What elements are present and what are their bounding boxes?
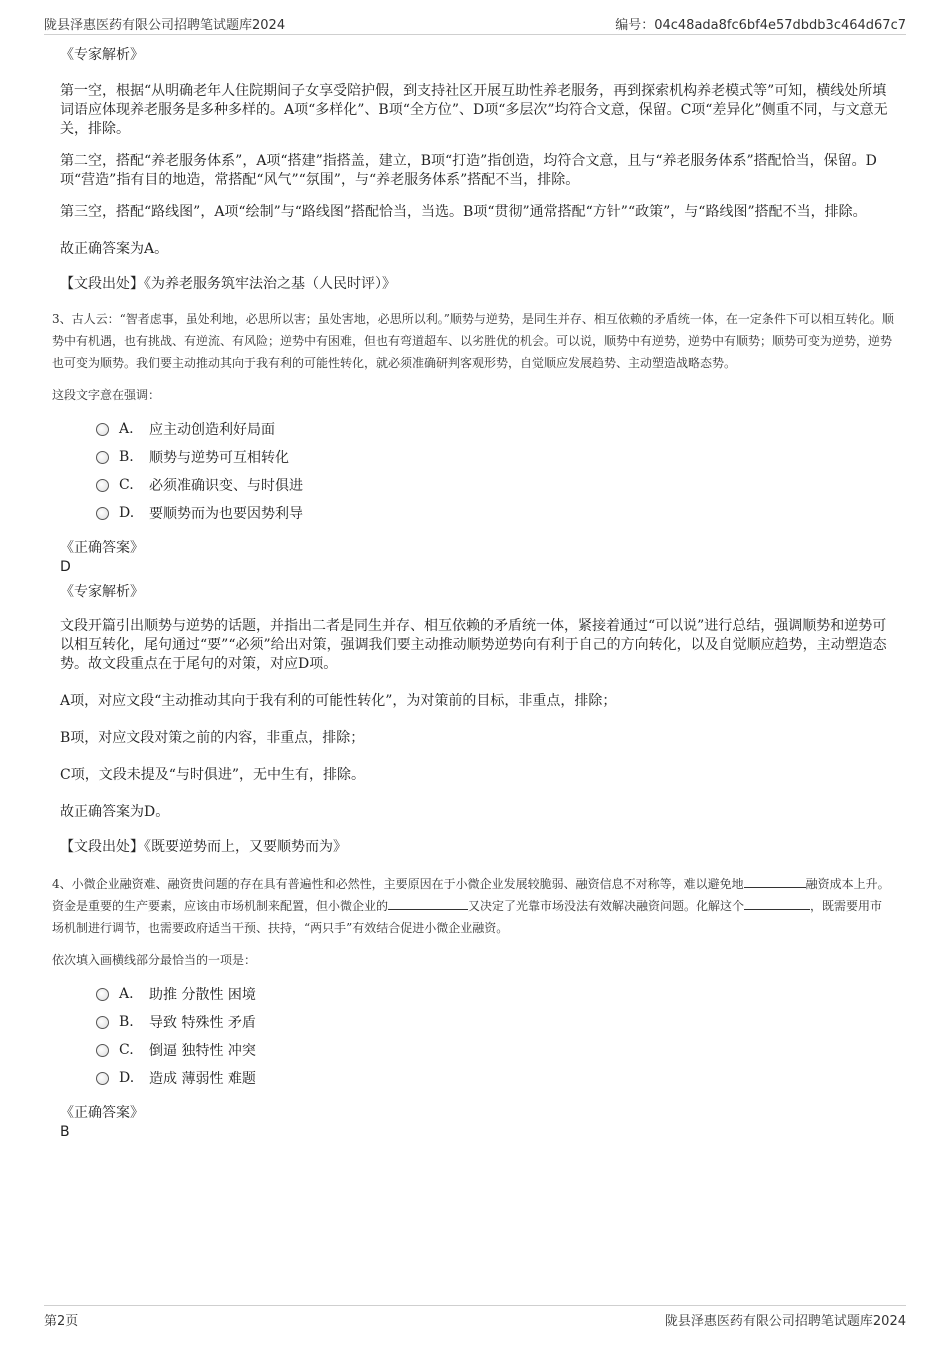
question-4-prompt: 依次填入画横线部分最恰当的一项是：: [52, 953, 257, 967]
prev-paragraph-2: 第二空，搭配“养老服务体系”，A项“搭建”指搭盖，建立，B项“打造”指创造，均符合文意，且与“养老服务体系”搭配恰当，保留。D项“营造”指有目的地造，常搭配“风气”“氛围”，与“养老服务体系”搭配不当，排除。: [60, 153, 877, 188]
radio-icon[interactable]: [96, 423, 109, 436]
option-text: 要顺势而为也要因势利导: [149, 506, 303, 522]
prev-paragraph-3: 第三空，搭配“路线图”，A项“绘制”与“路线图”搭配恰当，当选。B项“贯彻”通常搭配“方针”“政策”，与“路线图”搭配不当，排除。: [60, 204, 867, 220]
question-3-prompt: 这段文字意在强调：: [52, 388, 161, 402]
option-letter: D.: [119, 505, 135, 521]
q3-conclusion: 故正确答案为D。: [60, 804, 170, 820]
header-title: 陇县泽惠医药有限公司招聘笔试题库2024: [44, 18, 286, 33]
q4-text-part-4: ，既需要用市场机制进行调节，也需要政府适当干预、扶持，“两只手”有效结合促进小微企业融资。: [52, 899, 883, 935]
prev-analysis-label: 《专家解析》: [60, 47, 144, 63]
prev-conclusion: 故正确答案为A。: [60, 241, 169, 257]
header-code: 编号：04c48ada8fc6bf4e57dbdb3c464d67c7: [615, 18, 906, 33]
radio-icon[interactable]: [96, 1016, 109, 1029]
radio-icon[interactable]: [96, 1044, 109, 1057]
option-letter: C.: [119, 1042, 134, 1058]
radio-icon[interactable]: [96, 988, 109, 1001]
page-content: [52, 44, 894, 1146]
q3-option-b[interactable]: [96, 443, 894, 471]
option-letter: B.: [119, 1014, 134, 1030]
option-text: 倒逼 独特性 冲突: [149, 1043, 256, 1059]
page-number: 第2页: [44, 1314, 79, 1329]
radio-icon[interactable]: [96, 1072, 109, 1085]
page-header: [44, 14, 906, 35]
q3-analysis-4: C项，文段未提及“与时俱进”，无中生有，排除。: [60, 767, 366, 783]
q4-option-b[interactable]: [96, 1008, 894, 1036]
q4-blank-2: [388, 897, 468, 910]
option-text: 应主动创造利好局面: [149, 422, 275, 438]
option-text: 造成 薄弱性 难题: [149, 1071, 256, 1087]
q3-option-c[interactable]: [96, 471, 894, 499]
q4-blank-3: [744, 897, 810, 910]
q3-answer-label: 《正确答案》: [60, 540, 144, 556]
q3-answer: D: [60, 559, 71, 575]
radio-icon[interactable]: [96, 451, 109, 464]
q4-option-c[interactable]: [96, 1036, 894, 1064]
q3-source: 【文段出处】《既要逆势而上，又要顺势而为》: [60, 839, 347, 855]
option-text: 顺势与逆势可互相转化: [149, 450, 289, 466]
radio-icon[interactable]: [96, 507, 109, 520]
option-letter: C.: [119, 477, 134, 493]
q4-answer-label: 《正确答案》: [60, 1105, 144, 1121]
option-letter: A.: [119, 986, 134, 1002]
q3-analysis-1: 文段开篇引出顺势与逆势的话题，并指出二者是同生并存、相互依赖的矛盾统一体，紧接着通过“可以说”进行总结，强调顺势和逆势可以相互转化，尾句通过“要”“必须”给出对策，强调我们要主动推动顺势逆势向有利于自己的方向转化，以及自觉顺应趋势，主动塑造态势。故文段重点在于尾句的对策，对应D项。: [60, 618, 887, 672]
q4-answer: B: [60, 1124, 70, 1140]
footer-title: 陇县泽惠医药有限公司招聘笔试题库2024: [664, 1314, 906, 1329]
q3-option-d[interactable]: [96, 499, 894, 527]
question-3-options: [96, 415, 894, 527]
q4-text-part-3: 又决定了光靠市场没法有效解决融资问题。化解这个: [468, 899, 745, 913]
q4-text-part-1: 4、小微企业融资难、融资贵问题的存在具有普遍性和必然性，主要原因在于小微企业发展较脆弱、融资信息不对称等，难以避免地: [52, 877, 744, 891]
prev-paragraph-1: 第一空，根据“从明确老年人住院期间子女享受陪护假，到支持社区开展互助性养老服务，再到探索机构养老模式等”可知，横线处所填词语应体现养老服务是多种多样的。A项“多样化”、B项“全方位”、D项“多层次”均符合文意，保留。C项“差异化”侧重不同，与文意无关，排除。: [60, 83, 888, 137]
q3-analysis-3: B项，对应文段对策之前的内容，非重点，排除；: [60, 730, 365, 746]
q3-analysis-label: 《专家解析》: [60, 584, 144, 600]
option-text: 必须准确识变、与时俱进: [149, 478, 303, 494]
question-3-text: 3、古人云：“智者虑事，虽处利地，必思所以害；虽处害地，必思所以利。”顺势与逆势，是同生并存、相互依赖的矛盾统一体，在一定条件下可以相互转化。顺势中有机遇，也有挑战、有逆流、有风险；逆势中有困难，但也有弯道超车、以劣胜优的机会。可以说，顺势中有逆势，逆势中有顺势；顺势可变为逆势，逆势也可变为顺势。我们要主动推动其向于我有利的可能性转化，就必须准确研判客观形势，自觉顺应发展趋势、主动塑造战略态势。: [52, 312, 894, 370]
option-letter: D.: [119, 1070, 135, 1086]
option-text: 导致 特殊性 矛盾: [149, 1015, 256, 1031]
option-text: 助推 分散性 困境: [149, 987, 256, 1003]
q4-option-a[interactable]: [96, 980, 894, 1008]
question-4-options: [96, 980, 894, 1092]
radio-icon[interactable]: [96, 479, 109, 492]
prev-source: 【文段出处】《为养老服务筑牢法治之基（人民时评）》: [60, 276, 396, 292]
option-letter: A.: [119, 421, 134, 437]
question-4-text: [52, 873, 894, 939]
q4-option-d[interactable]: [96, 1064, 894, 1092]
page-footer: [44, 1305, 906, 1331]
q4-text-part-2: 融资成本上升。资金是重要的生产要素，应该由市场机制来配置，但小微企业的: [52, 877, 890, 913]
option-letter: B.: [119, 449, 134, 465]
q3-option-a[interactable]: [96, 415, 894, 443]
q4-blank-1: [744, 875, 806, 888]
q3-analysis-2: A项，对应文段“主动推动其向于我有利的可能性转化”，为对策前的目标，非重点，排除；: [60, 693, 617, 709]
